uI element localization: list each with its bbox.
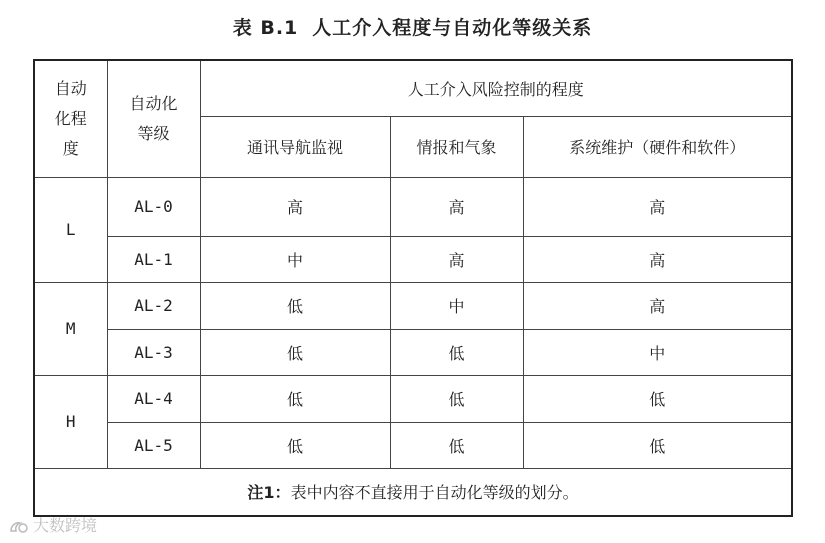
maint-cell: 低 [523, 422, 792, 468]
weather-cell: 低 [390, 375, 523, 422]
level-cell: AL-4 [107, 375, 200, 422]
level-cell: AL-5 [107, 422, 200, 468]
nav-cell: 低 [200, 375, 390, 422]
nav-cell: 低 [200, 422, 390, 468]
nav-cell: 低 [200, 329, 390, 375]
automation-level-table [33, 59, 793, 517]
maint-cell: 低 [523, 375, 792, 422]
watermark-logo-icon [8, 519, 30, 535]
table-row [34, 329, 792, 375]
note-text: 表中内容不直接用于自动化等级的划分。 [290, 483, 579, 503]
nav-cell: 中 [200, 236, 390, 282]
weather-cell: 低 [390, 422, 523, 468]
table-caption: 人工介入程度与自动化等级关系 [312, 17, 593, 39]
maint-cell: 中 [523, 329, 792, 375]
weather-cell: 高 [390, 177, 523, 236]
header-automation-level: 自动化等级 [107, 60, 200, 177]
watermark-text: 大数跨境 [33, 516, 98, 535]
nav-cell: 高 [200, 177, 390, 236]
maint-cell: 高 [523, 236, 792, 282]
table-title [0, 13, 825, 40]
table-number: 表 B.1 [232, 17, 299, 39]
table-row [34, 177, 792, 236]
maint-cell: 高 [523, 177, 792, 236]
note-label: 注1： [247, 483, 291, 503]
nav-cell: 低 [200, 282, 390, 329]
watermark [8, 513, 97, 536]
degree-cell: M [34, 282, 107, 375]
level-cell: AL-1 [107, 236, 200, 282]
level-cell: AL-3 [107, 329, 200, 375]
weather-cell: 中 [390, 282, 523, 329]
weather-cell: 高 [390, 236, 523, 282]
degree-cell: H [34, 375, 107, 468]
header-nav: 通讯导航监视 [200, 116, 390, 177]
level-cell: AL-2 [107, 282, 200, 329]
table-note-row [34, 468, 792, 516]
maint-cell: 高 [523, 282, 792, 329]
header-automation-degree: 自动化程度 [34, 60, 107, 177]
table-row [34, 375, 792, 422]
table-row [34, 422, 792, 468]
weather-cell: 低 [390, 329, 523, 375]
degree-cell: L [34, 177, 107, 282]
level-cell: AL-0 [107, 177, 200, 236]
table-row [34, 282, 792, 329]
table-row [34, 236, 792, 282]
header-maintenance: 系统维护（硬件和软件） [523, 116, 792, 177]
table-note [34, 468, 792, 516]
header-weather: 情报和气象 [390, 116, 523, 177]
header-risk-control: 人工介入风险控制的程度 [200, 60, 792, 116]
